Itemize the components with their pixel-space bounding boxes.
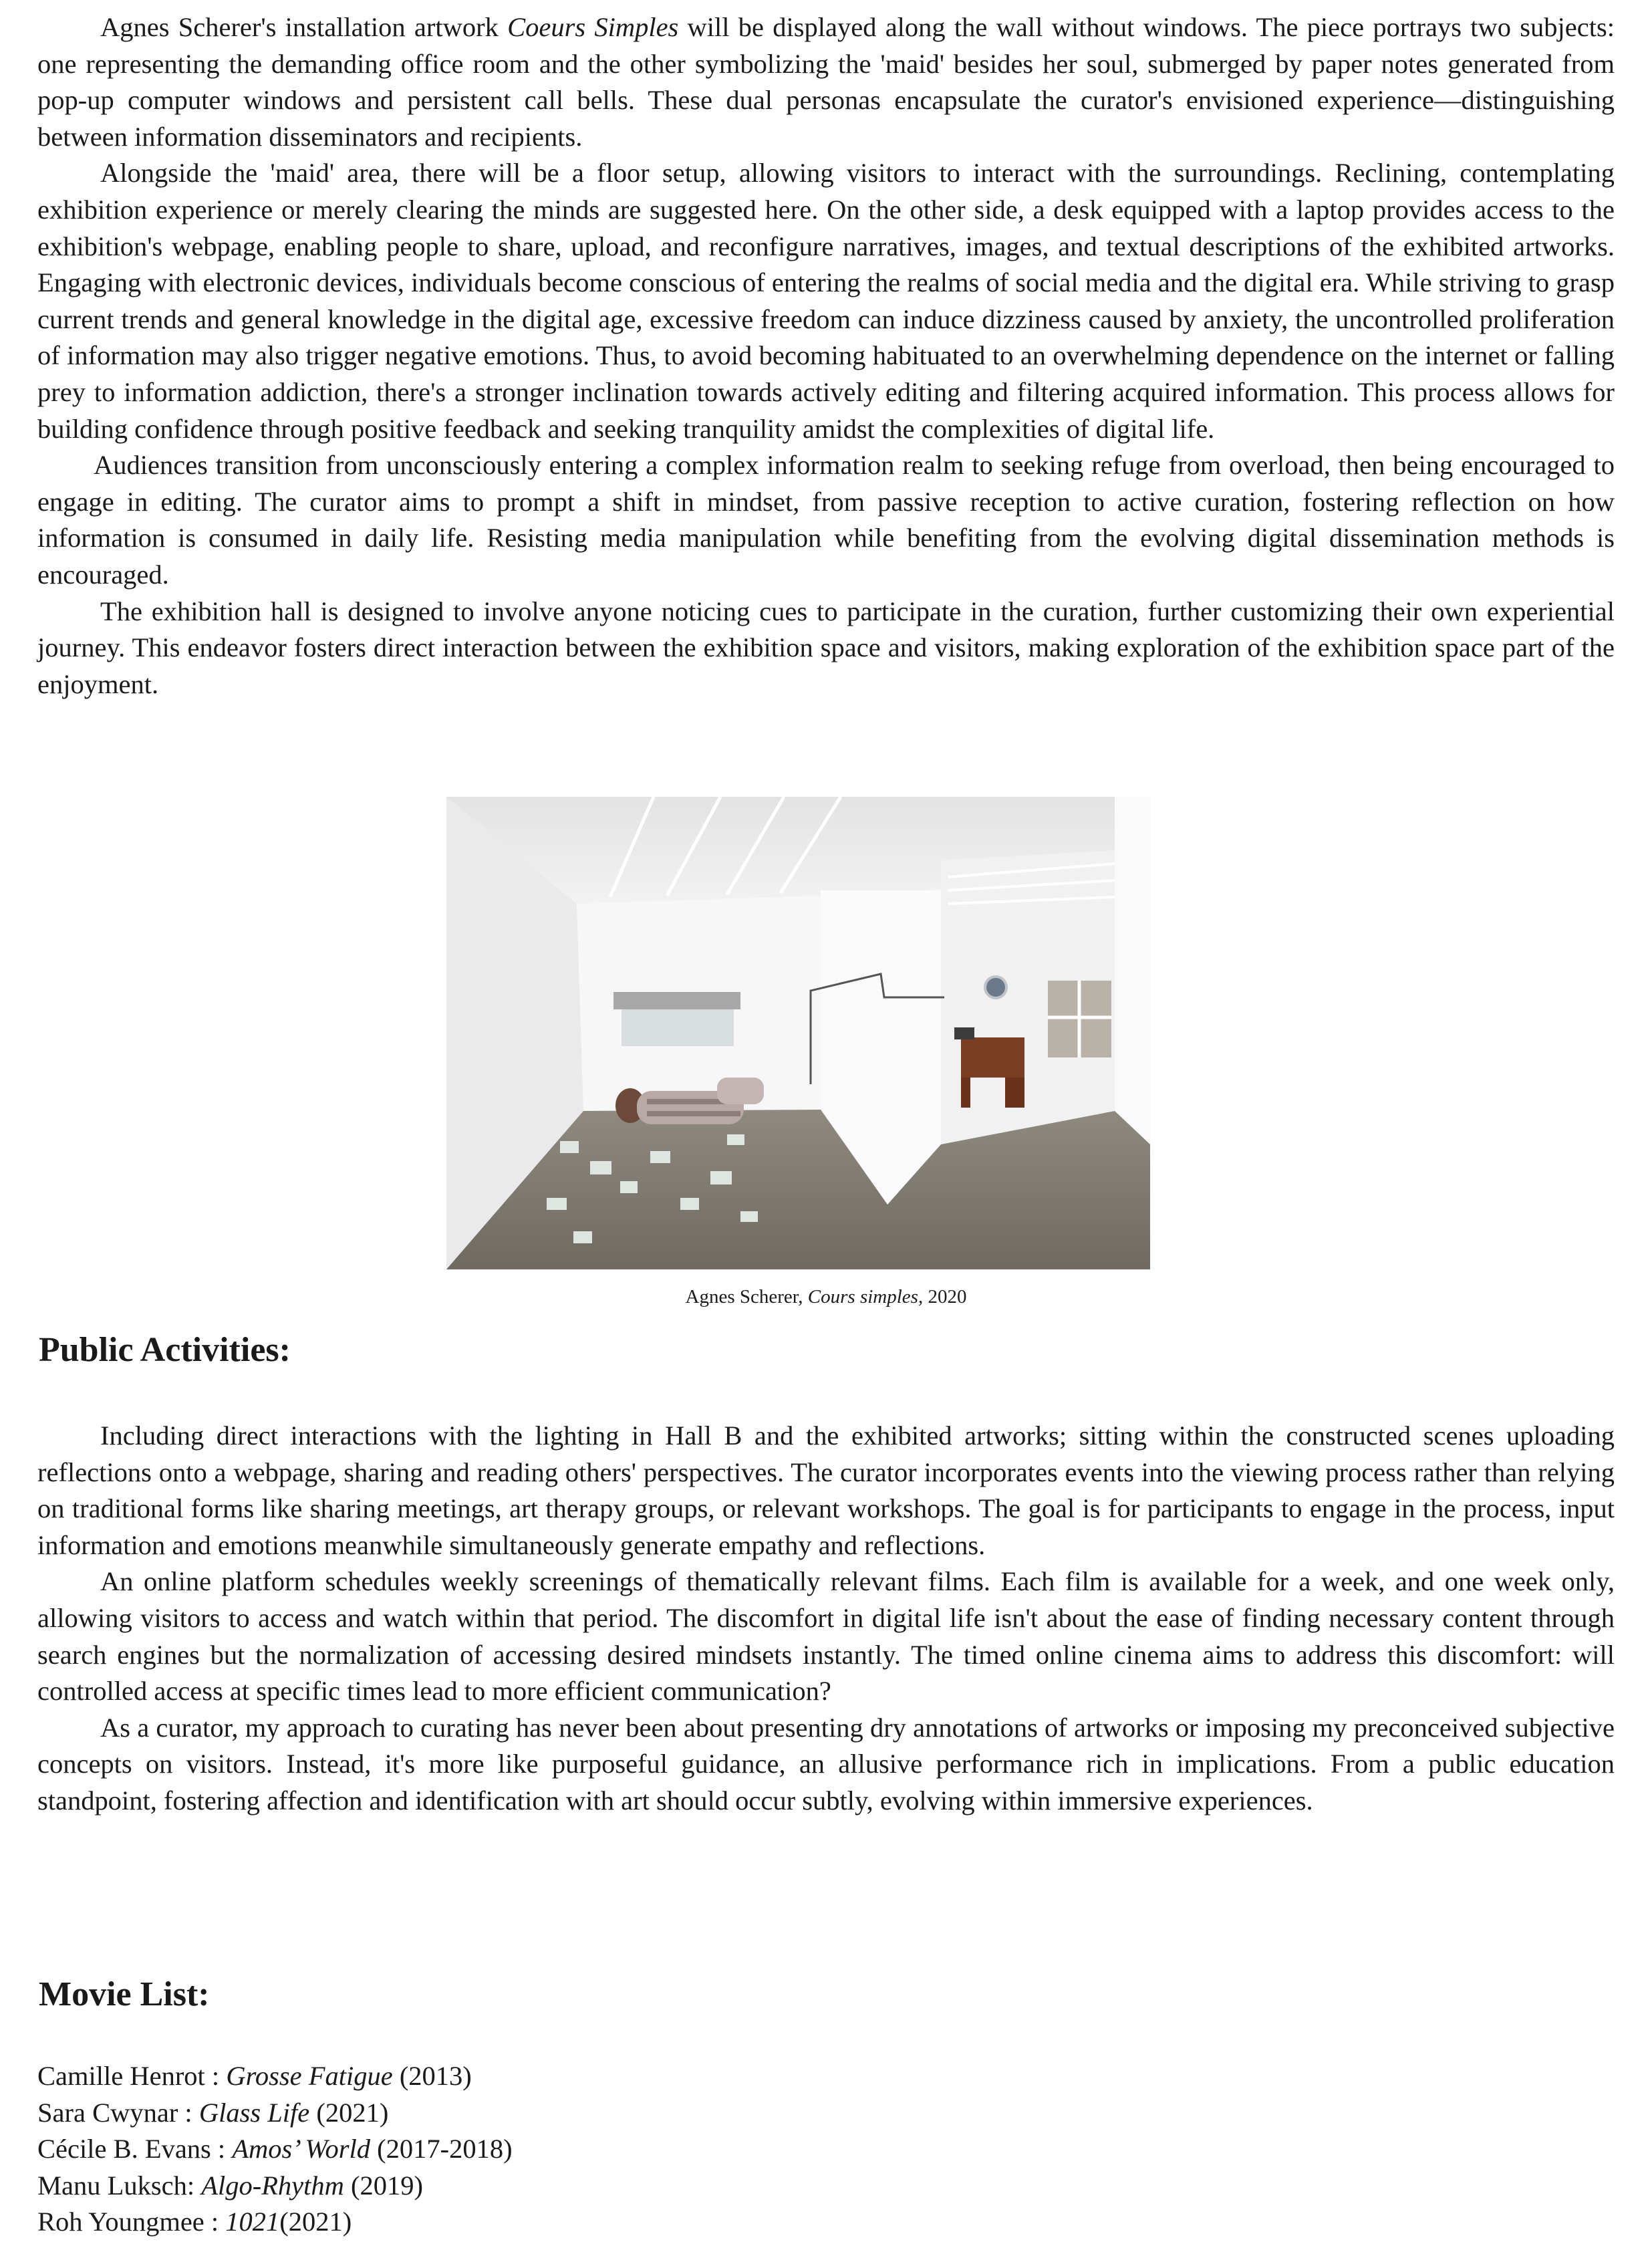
activities-paragraph-1: Including direct interactions with the lighting in Hall B and the exhibited artworks; sitting within the constructed scenes uploading reflections onto a webpage, sharing and reading others' perspectives. The curator incorporates events into the viewing process rather than relying on traditional forms like sharing meetings, art therapy groups, or relevant workshops. The goal is for participants to engage in the process, input information and emotions meanwhile simultaneously generate empathy and reflections.: [37, 1420, 1615, 1560]
artwork-title: Coeurs Simples: [507, 12, 679, 42]
activities-paragraph-3: As a curator, my approach to curating has never been about presenting dry annotations of artworks or imposing my preconceived subjective concepts on visitors. Instead, it's more like purposeful guidance, an allusive performance rich in implications. From a public education standpoint, fostering affection and identification with art should occur subtly, evolving within immersive experiences.: [37, 1712, 1615, 1816]
intro-paragraph-1: Agnes Scherer's installation artwork Coeurs Simples will be displayed along the wall without windows. The piece portrays two subjects: one representing the demanding office room and the other symbolizing the 'maid' besides her soul, submerged by paper notes generated from pop-up computer windows and persistent call bells. These dual personas encapsulate the curator's envisioned experience—distinguishing between information disseminators and recipients.: [37, 12, 1615, 152]
figure-caption: Agnes Scherer, Cours simples, 2020: [685, 1286, 967, 1307]
activities-paragraph-2: An online platform schedules weekly screenings of thematically relevant films. Each film is available for a week, and one week only, allowing visitors to access and watch within that period. The discomfort in digital life isn't about the ease of finding necessary content through search engines but the normalization of accessing desired mindsets instantly. The timed online cinema aims to address this discomfort: will controlled access at specific times lead to more efficient communication?: [37, 1566, 1615, 1707]
intro-paragraph-3: Audiences transition from unconsciously entering a complex information realm to seeking refuge from overload, then being encouraged to engage in editing. The curator aims to prompt a shift in mindset, from passive reception to active curation, fostering reflection on how information is consumed in daily life. Resisting media manipulation while benefiting from the evolving digital dissemination methods is encouraged.: [37, 450, 1615, 590]
intro-paragraph-4: The exhibition hall is designed to involve anyone noticing cues to participate in the curation, further customizing their own experiential journey. This endeavor fosters direct interaction between the exhibition space and visitors, making exploration of the exhibition space part of the enjoyment.: [37, 596, 1615, 699]
movie-item: Manu Luksch: Algo-Rhythm (2019): [37, 2170, 424, 2201]
intro-paragraph-2: Alongside the 'maid' area, there will be a floor setup, allowing visitors to interact with the surroundings. Reclining, contemplating exhibition experience or merely clearing the minds are suggested here. On the other side, a desk equipped with a laptop provides access to the exhibition's webpage, enabling people to share, upload, and reconfigure narratives, images, and textual descriptions of the exhibited artworks. Engaging with electronic devices, individuals become conscious of entering the realms of social media and the digital era. While striving to grasp current trends and general knowledge in the digital age, excessive freedom can induce dizziness caused by anxiety, the uncontrolled proliferation of information may also trigger negative emotions. Thus, to avoid becoming habituated to an overwhelming dependence on the internet or falling prey to information addiction, there's a stronger inclination towards actively editing and filtering acquired information. This process allows for building confidence through positive feedback and seeking tranquility amidst the complexities of digital life.: [37, 158, 1615, 444]
movie-list: [37, 2058, 513, 2241]
public-activities-text: [37, 1418, 1615, 1820]
movie-item: Roh Youngmee : 1021(2021): [37, 2207, 352, 2237]
movie-item: Camille Henrot : Grosse Fatigue (2013): [37, 2061, 472, 2091]
public-activities-heading: Public Activities:: [39, 1331, 291, 1369]
movie-item: Cécile B. Evans : Amos’ World (2017-2018): [37, 2134, 513, 2164]
intro-text: [37, 9, 1615, 703]
installation-photo: [446, 797, 1150, 1269]
movie-item: Sara Cwynar : Glass Life (2021): [37, 2097, 389, 2128]
movie-list-heading: Movie List:: [39, 1975, 210, 2013]
